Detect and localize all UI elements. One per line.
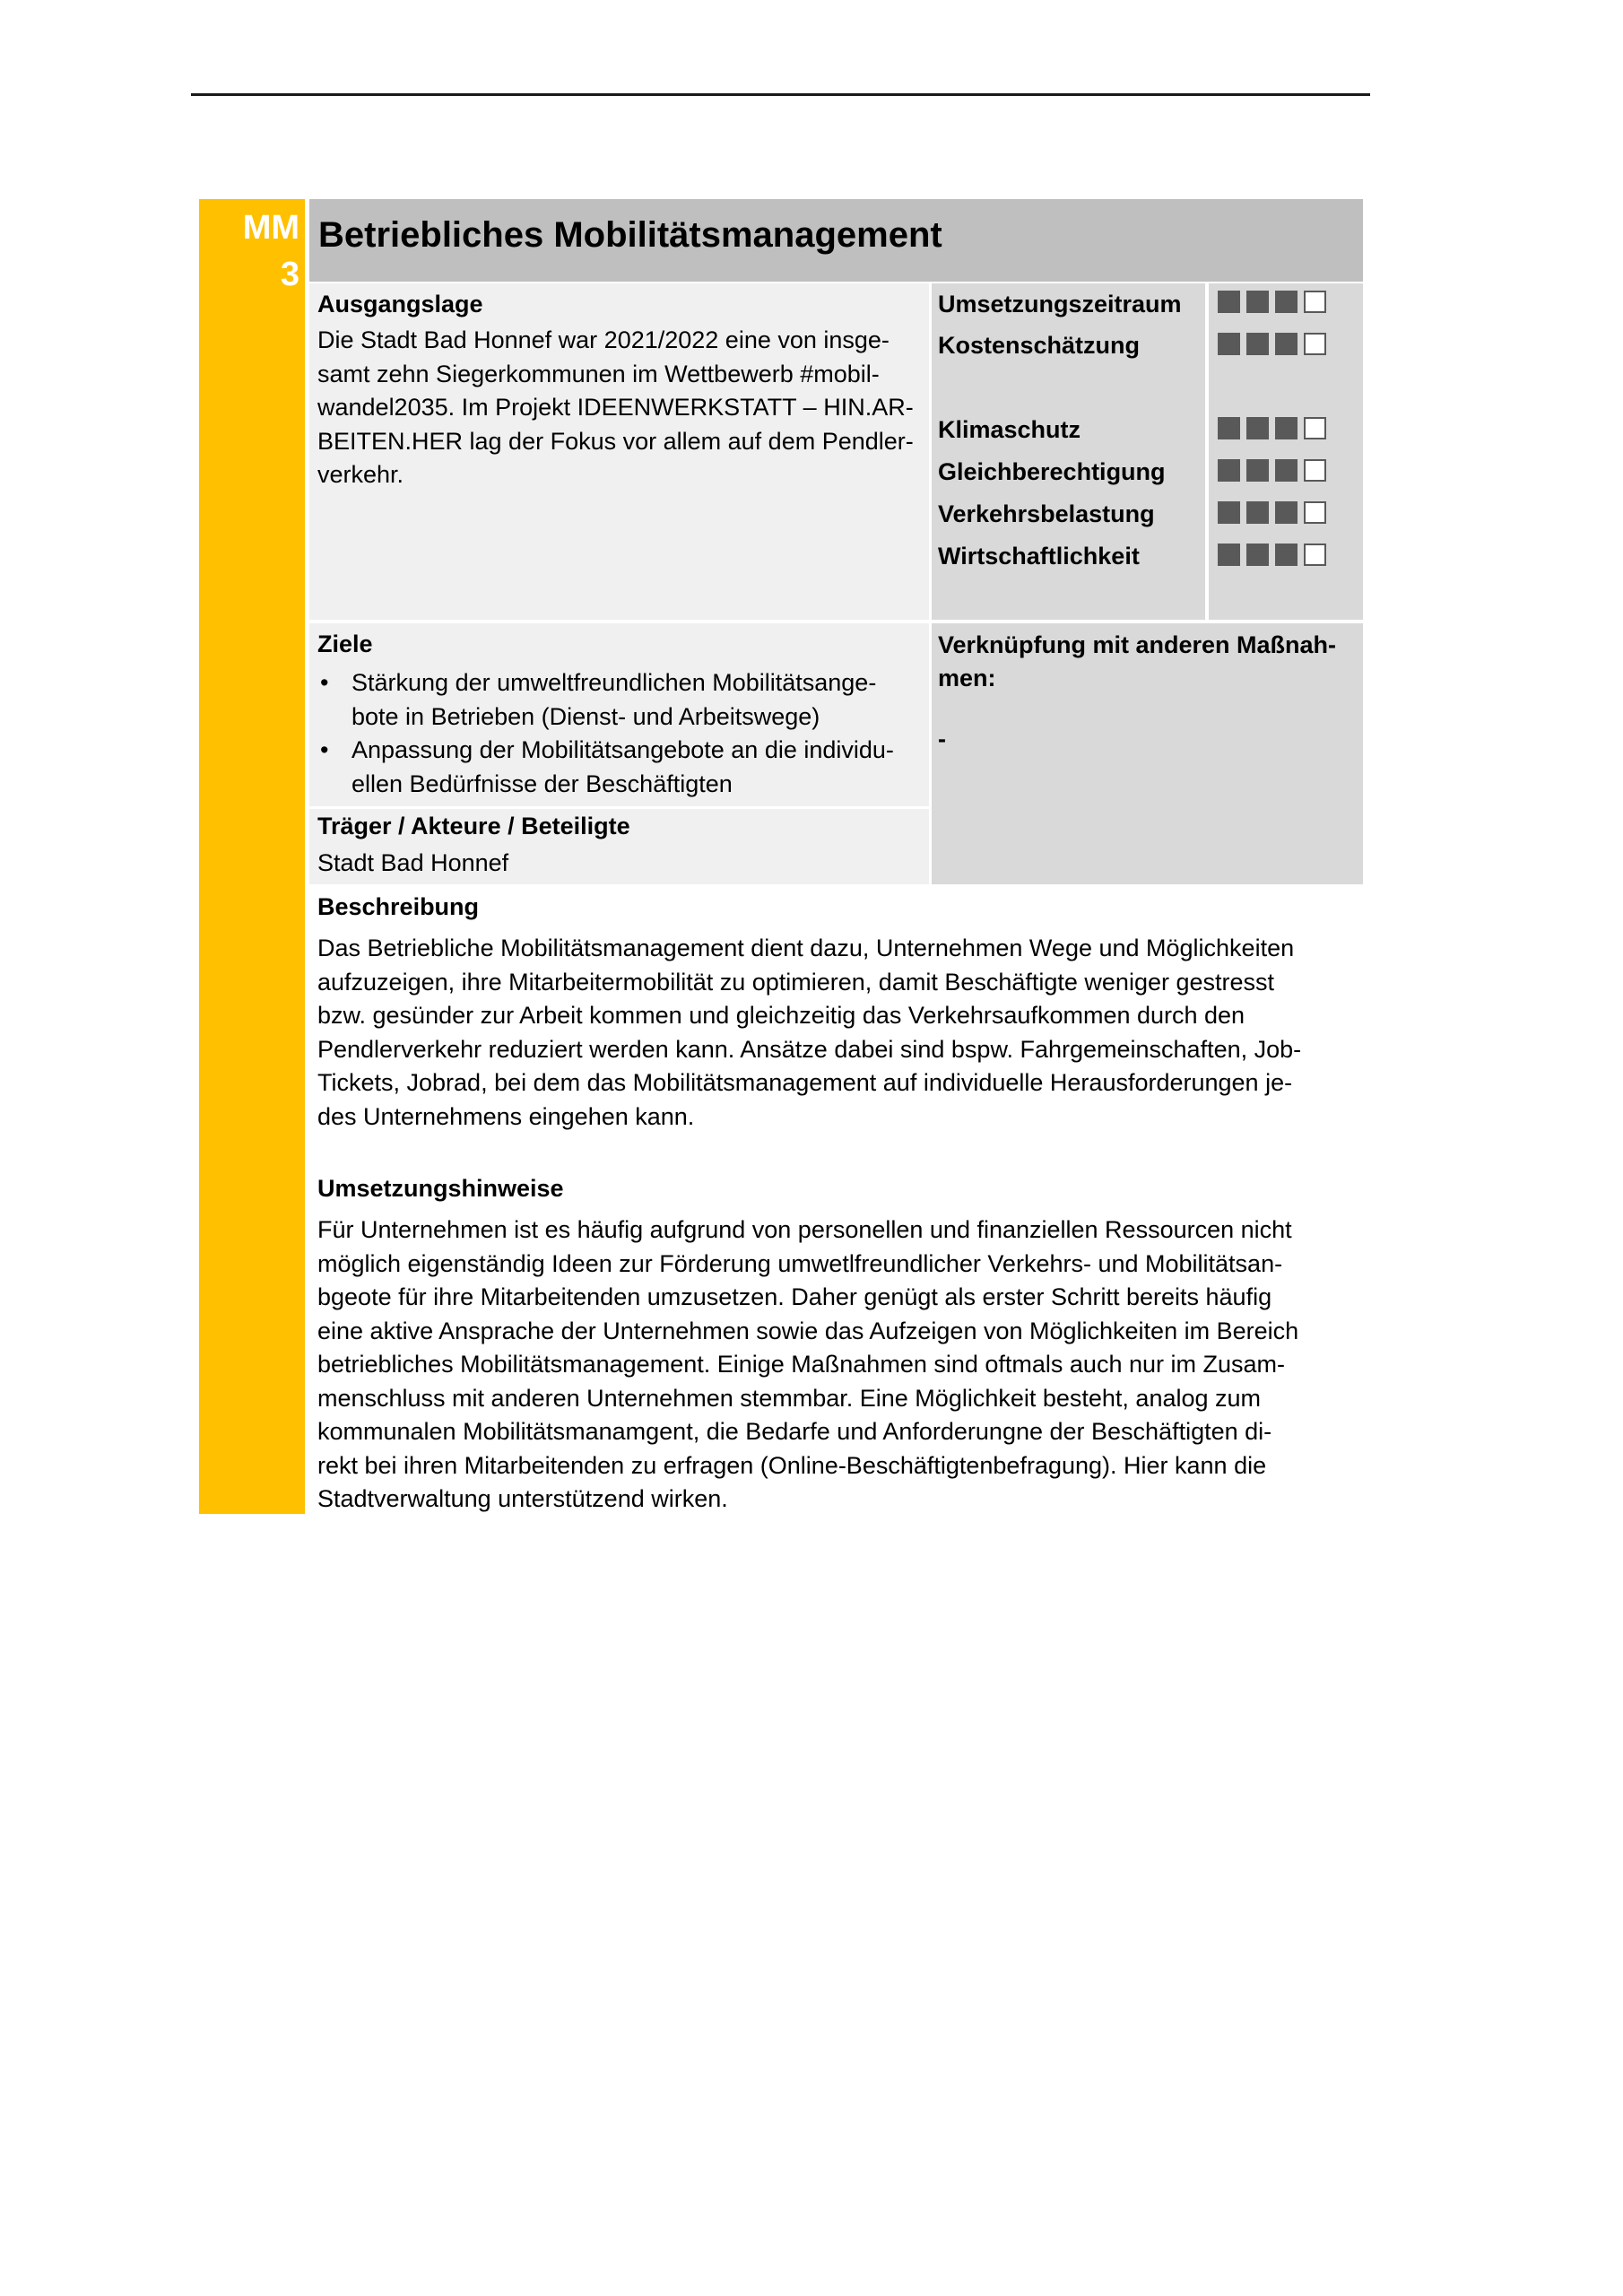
rating-square-filled bbox=[1218, 501, 1240, 524]
ausgangslage-cell bbox=[309, 283, 929, 620]
rating-gleichberechtigung bbox=[1218, 459, 1326, 482]
ratings-value-cell bbox=[1209, 283, 1363, 620]
ausgangslage-text: Die Stadt Bad Honnef war 2021/2022 eine von insge- samt zehn Siegerkommunen im Wettbewerb #mobil- wandel2035. Im Projekt IDEENWERKSTATT – HIN.AR- BEITEN.HER lag der Fokus vor allem auf dem Pendler- verkehr. bbox=[317, 326, 914, 488]
ziele-item: • Stärkung der umweltfreundlichen Mobilitätsange- bote in Betrieben (Dienst- und Arbeitswege) bbox=[317, 666, 916, 734]
traeger-label: Träger / Akteure / Beteiligte bbox=[317, 813, 630, 839]
rating-verkehrsbelastung bbox=[1218, 501, 1326, 524]
rating-square-filled bbox=[1218, 333, 1240, 355]
rating-square-filled bbox=[1246, 501, 1269, 524]
ausgangslage-label: Ausgangslage bbox=[317, 291, 483, 317]
beschreibung-text: Das Betriebliche Mobilitätsmanagement dient dazu, Unternehmen Wege und Möglichkeiten aufzuzeigen, ihre Mitarbeitermobilität zu optimieren, damit Beschäftigte weniger gestresst bzw. gesünder zur Arbeit kommen und gleichzeitig das Verkehrsaufkommen durch den Pendlerverkehr reduziert werden kann. Ansätze dabei sind bspw. Fahrgemeinschaften, Job- Tickets, Jobrad, bei dem das Mobilitätsmanagement auf individuelle Herausforderungen je- des Unternehmens eingehen kann. bbox=[317, 935, 1302, 1130]
rating-square-filled bbox=[1275, 291, 1298, 313]
ziele-label: Ziele bbox=[317, 631, 373, 657]
rating-square-filled bbox=[1275, 459, 1298, 482]
ziele-item: • Anpassung der Mobilitätsangebote an die individu- ellen Bedürfnisse der Beschäftigten bbox=[317, 734, 916, 801]
title-cell bbox=[309, 199, 1363, 282]
measure-code-bar bbox=[199, 199, 305, 1514]
rating-square-empty bbox=[1304, 291, 1326, 313]
header-rule bbox=[191, 93, 1370, 96]
rating-square-filled bbox=[1218, 291, 1240, 313]
beschreibung-label: Beschreibung bbox=[317, 893, 480, 920]
ziele-list bbox=[317, 666, 916, 801]
rating-wirtschaftlichkeit bbox=[1218, 544, 1326, 566]
rating-square-filled bbox=[1218, 459, 1240, 482]
rating-label-gleichberechtigung: Gleichberechtigung bbox=[938, 458, 1166, 485]
rating-square-filled bbox=[1275, 417, 1298, 439]
rating-umsetzungszeitraum bbox=[1218, 291, 1326, 313]
rating-square-filled bbox=[1275, 501, 1298, 524]
verknuepfung-cell bbox=[932, 623, 1363, 884]
measure-code bbox=[199, 204, 299, 298]
traeger-cell bbox=[309, 809, 929, 884]
rating-kostenschaetzung bbox=[1218, 333, 1326, 355]
rating-square-empty bbox=[1304, 544, 1326, 566]
umsetzungshinweise-text: Für Unternehmen ist es häufig aufgrund von personellen und finanziellen Ressourcen nicht möglich eigenständig Ideen zur Förderung umwetlfreundlicher Verkehrs- und Mobilitätsan- bgeote für ihre Mitarbeitenden umzusetzen. Daher genügt als erster Schritt bereits häufig eine aktive Ansprache der Unternehmen sowie das Aufzeigen von Möglichkeiten im Bereich betriebliches Mobilitätsmanagement. Einige Maßnahmen sind oftmals auch nur im Zusam- menschluss mit anderen Unternehmen stemmbar. Eine Möglichkeit besteht, analog zum kommunalen Mobilitätsmanamgent, die Bedarfe und Anforderungne der Beschäftigten di- rekt bei ihren Mitarbeitenden zu erfragen (Online-Beschäftigtenbefragung). Hier kann die Stadtverwaltung unterstützend wirken. bbox=[317, 1216, 1299, 1512]
rating-square-empty bbox=[1304, 501, 1326, 524]
rating-label-verkehrsbelastung: Verkehrsbelastung bbox=[938, 500, 1155, 527]
measure-code-part-1: MM bbox=[242, 209, 299, 247]
rating-label-kostenschaetzung: Kostenschätzung bbox=[938, 332, 1141, 359]
ratings-label-cell bbox=[932, 283, 1205, 620]
umsetzungshinweise-label: Umsetzungshinweise bbox=[317, 1175, 564, 1202]
rating-square-filled bbox=[1218, 544, 1240, 566]
rating-square-filled bbox=[1218, 417, 1240, 439]
rating-square-filled bbox=[1246, 544, 1269, 566]
rating-square-empty bbox=[1304, 459, 1326, 482]
traeger-value: Stadt Bad Honnef bbox=[317, 849, 509, 876]
rating-square-filled bbox=[1246, 333, 1269, 355]
rating-square-filled bbox=[1275, 544, 1298, 566]
rating-square-filled bbox=[1246, 459, 1269, 482]
rating-label-umsetzungszeitraum: Umsetzungszeitraum bbox=[938, 291, 1182, 317]
rating-square-filled bbox=[1246, 417, 1269, 439]
rating-label-klimaschutz: Klimaschutz bbox=[938, 416, 1081, 443]
ziele-cell bbox=[309, 623, 929, 806]
rating-square-filled bbox=[1246, 291, 1269, 313]
measure-code-part-2: 3 bbox=[280, 256, 299, 293]
verknuepfung-label: Verknüpfung mit anderen Maßnah- men: bbox=[938, 631, 1337, 691]
rating-klimaschutz bbox=[1218, 417, 1326, 439]
rating-square-empty bbox=[1304, 417, 1326, 439]
rating-square-empty bbox=[1304, 333, 1326, 355]
measure-title: Betriebliches Mobilitätsmanagement bbox=[318, 215, 942, 255]
rating-square-filled bbox=[1275, 333, 1298, 355]
verknuepfung-value: - bbox=[938, 726, 946, 752]
rating-label-wirtschaftlichkeit: Wirtschaftlichkeit bbox=[938, 543, 1140, 570]
